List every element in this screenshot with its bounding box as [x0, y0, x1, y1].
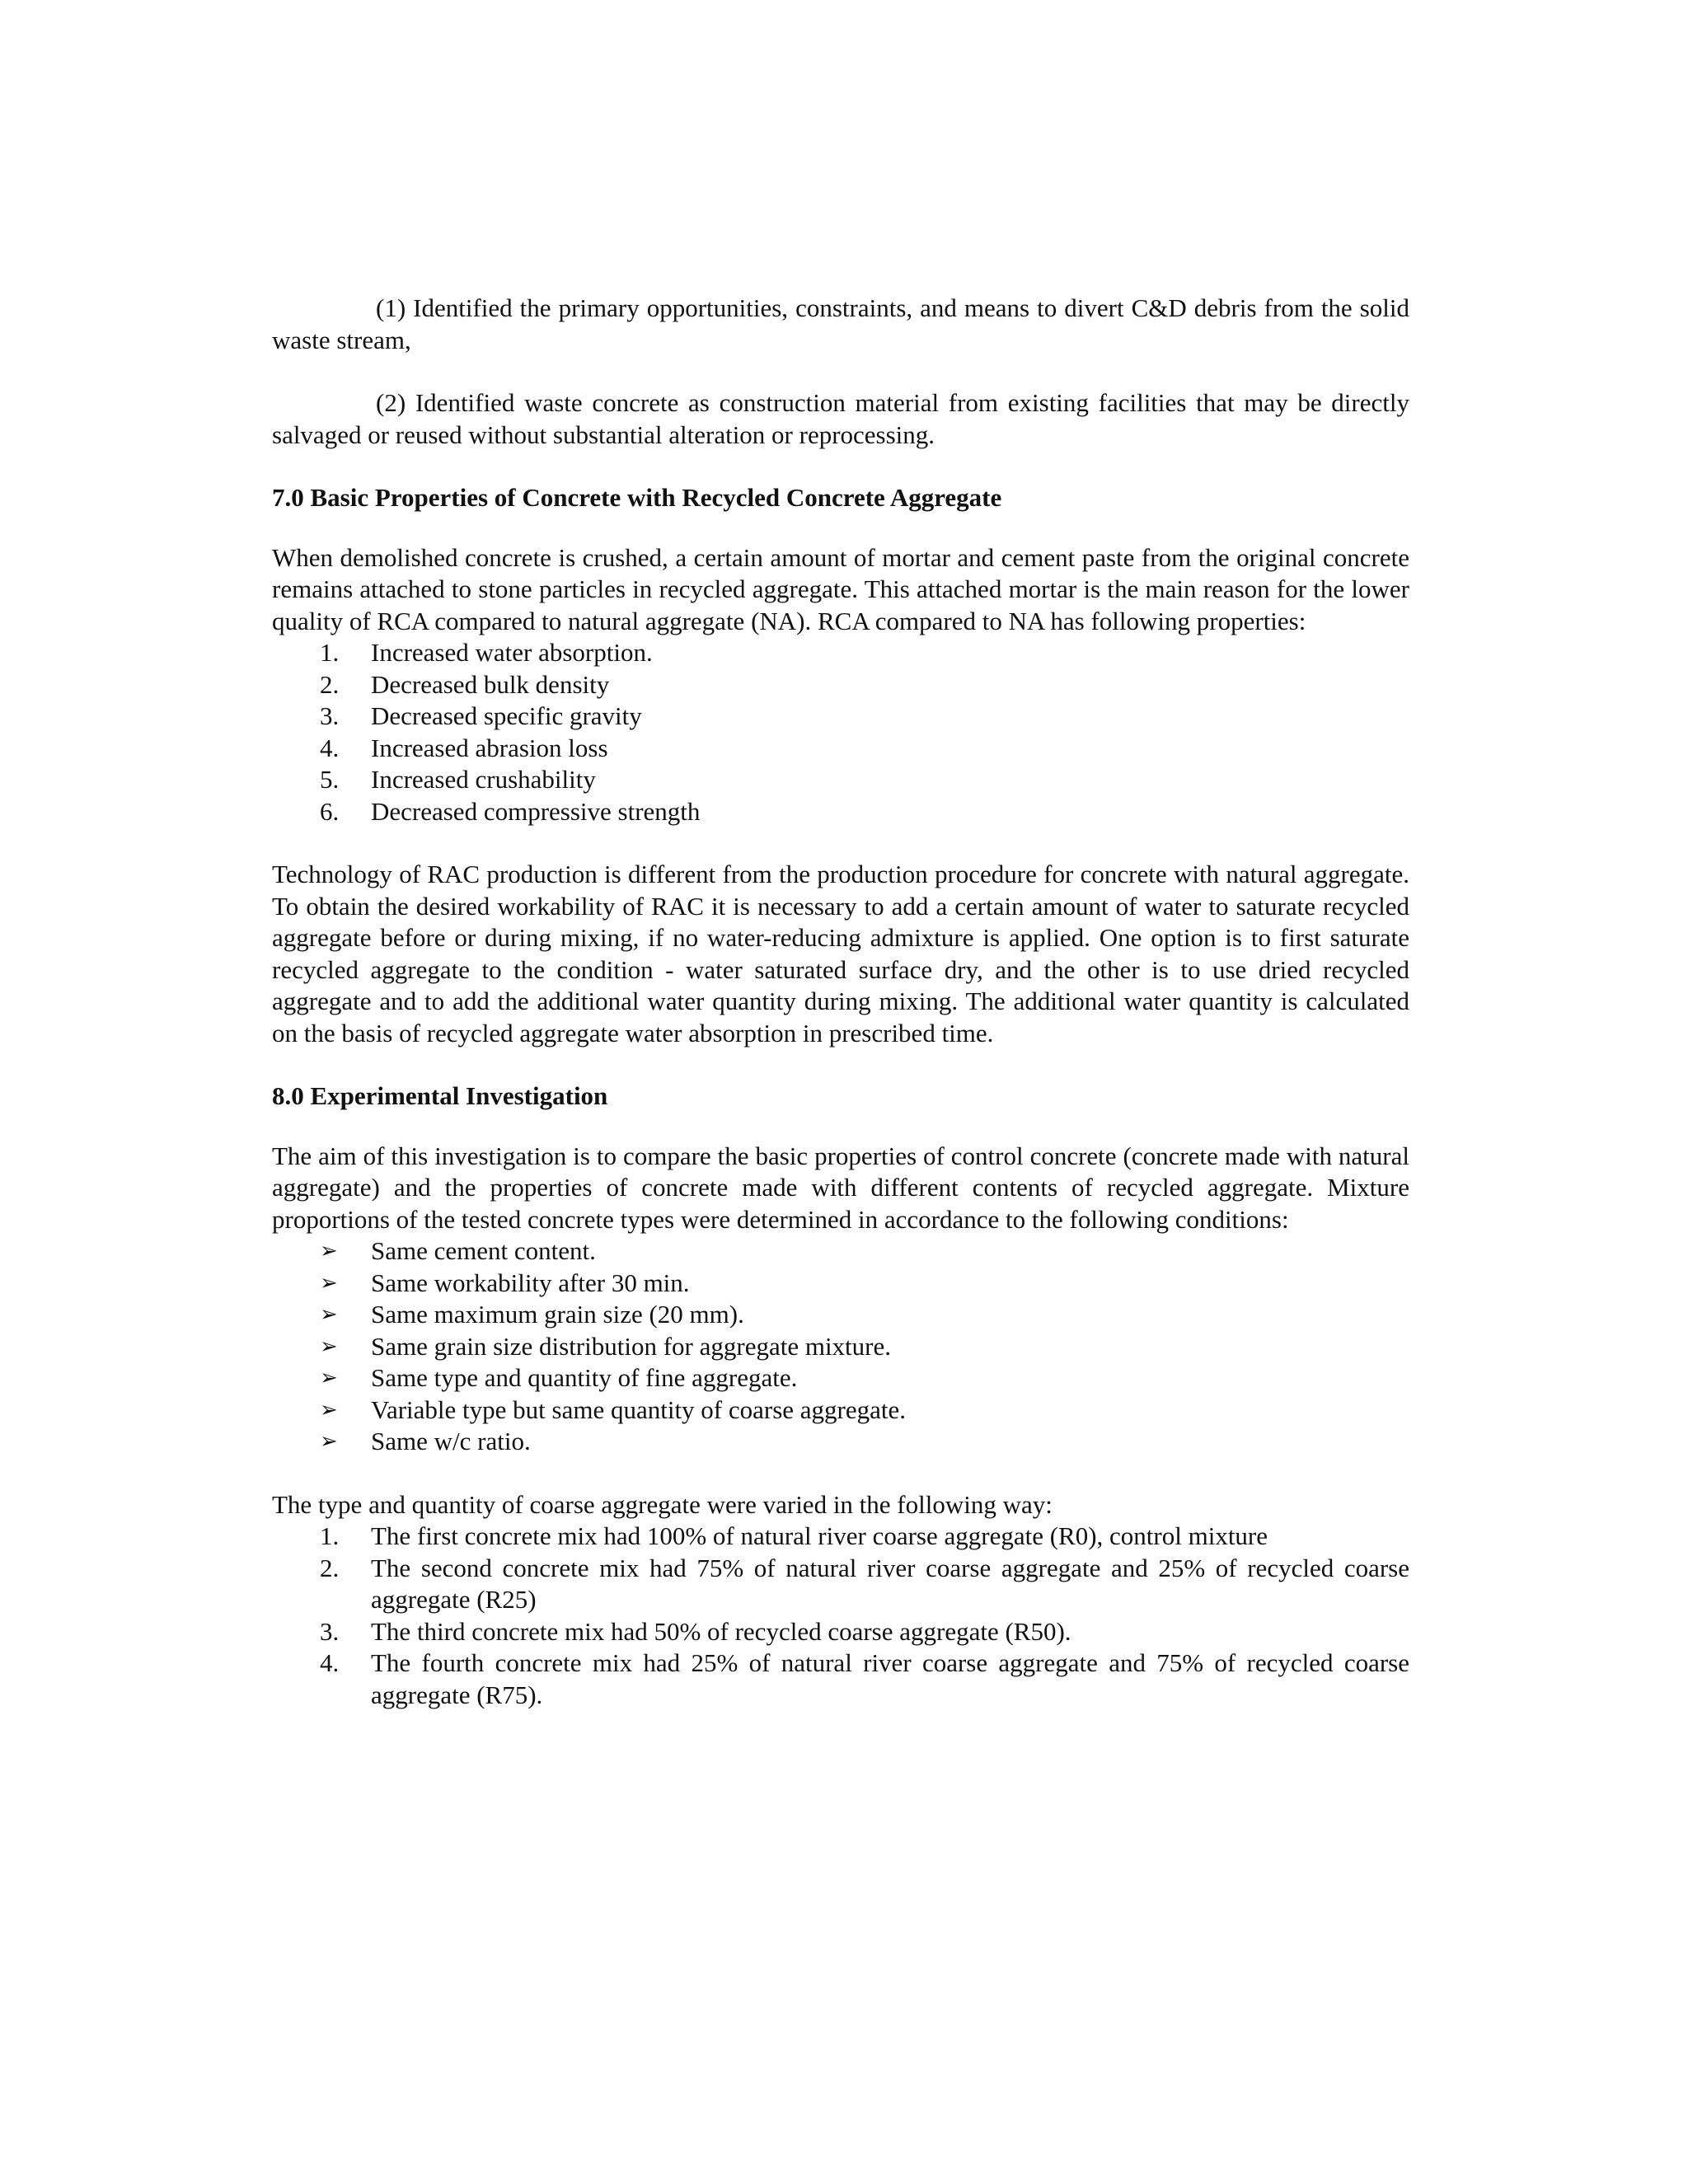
arrow-bullet-icon: ➢ [320, 1397, 338, 1422]
list-number: 1. [320, 1521, 340, 1550]
list-item [272, 1268, 1409, 1300]
page-content [272, 293, 1409, 1711]
section-8-paragraph-2: The type and quantity of coarse aggregate were varied in the following way: [272, 1489, 1053, 1519]
list-item-text: Increased crushability [371, 765, 596, 794]
arrow-bullet-icon: ➢ [320, 1366, 338, 1390]
intro-item-1: (1) Identified the primary opportunities, constraints, and means to divert C&D debris from the solid waste stream, [272, 293, 1409, 354]
list-item-text: The fourth concrete mix had 25% of natural river coarse aggregate and 75% of recycled coarse aggregate (R75). [371, 1648, 1409, 1709]
list-item [272, 1394, 1409, 1427]
list-item [272, 1235, 1409, 1268]
list-number: 4. [320, 1648, 340, 1677]
section-8-paragraph-1: The aim of this investigation is to compare the basic properties of control concrete (concrete made with natural aggregate) and the properties of concrete made with different contents of recycled aggregate. Mixture proportions of the tested concrete types were determined in accordance to the following conditions: [272, 1141, 1409, 1234]
arrow-bullet-icon: ➢ [320, 1333, 338, 1359]
arrow-bullet-icon: ➢ [320, 1302, 338, 1327]
list-item [272, 669, 1409, 701]
list-item-text: Decreased bulk density [371, 669, 610, 699]
list-item [272, 1616, 1409, 1648]
list-item-text: Decreased specific gravity [371, 701, 642, 730]
list-item [272, 796, 1409, 828]
list-item-text: Variable type but same quantity of coarse aggregate. [371, 1394, 907, 1424]
list-item-text: Increased abrasion loss [371, 733, 608, 762]
section-7-paragraph-2: Technology of RAC production is different from the production procedure for concrete with natural aggregate. To obtain the desired workability of RAC it is necessary to add a certain amount of water to saturate recycled aggregate before or during mixing, if no water-reducing admixture is applied. One option is to first saturate recycled aggregate to the condition - water saturated surface dry, and the other is to use dried recycled aggregate and to add the additional water quantity during mixing. The additional water quantity is calculated on the basis of recycled aggregate water absorption in prescribed time. [272, 860, 1409, 1047]
list-item [272, 1362, 1409, 1394]
list-number: 2. [320, 669, 340, 699]
list-number: 5. [320, 765, 340, 794]
list-item [272, 1331, 1409, 1363]
list-item-text: Same w/c ratio. [371, 1427, 531, 1455]
section-8-heading: 8.0 Experimental Investigation [272, 1081, 608, 1110]
arrow-bullet-icon: ➢ [320, 1270, 338, 1296]
list-item-text: The third concrete mix had 50% of recycled coarse aggregate (R50). [371, 1616, 1071, 1646]
list-item [272, 1521, 1409, 1553]
list-item-text: The first concrete mix had 100% of natural river coarse aggregate (R0), control mixture [371, 1521, 1268, 1550]
list-number: 3. [320, 1616, 340, 1646]
list-item [272, 637, 1409, 669]
list-number: 6. [320, 796, 340, 826]
list-number: 1. [320, 638, 340, 667]
list-item [272, 701, 1409, 733]
list-item [272, 1426, 1409, 1458]
list-item [272, 1647, 1409, 1711]
list-item-text: Decreased compressive strength [371, 796, 701, 826]
section-7-paragraph-1: When demolished concrete is crushed, a certain amount of mortar and cement paste from the original concrete remains attached to stone particles in recycled aggregate. This attached mortar is the main reason for the lower quality of RCA compared to natural aggregate (NA). RCA compared to NA has following properties: [272, 542, 1409, 635]
list-item [272, 1299, 1409, 1331]
list-item-text: Same workability after 30 min. [371, 1268, 690, 1297]
mixes-list [272, 1521, 1409, 1711]
list-item-text: Same cement content. [371, 1236, 596, 1265]
list-item-text: The second concrete mix had 75% of natural river coarse aggregate and 25% of recycled coarse aggregate (R25) [371, 1553, 1409, 1614]
list-item-text: Same maximum grain size (20 mm). [371, 1300, 744, 1329]
list-number: 4. [320, 733, 340, 762]
arrow-bullet-icon: ➢ [320, 1239, 338, 1263]
list-number: 2. [320, 1553, 340, 1582]
list-item [272, 764, 1409, 796]
list-item [272, 1553, 1409, 1616]
list-item [272, 733, 1409, 765]
properties-list [272, 637, 1409, 827]
section-7-heading: 7.0 Basic Properties of Concrete with Recycled Concrete Aggregate [272, 483, 1002, 512]
conditions-list [272, 1235, 1409, 1458]
list-item-text: Same grain size distribution for aggregate mixture. [371, 1331, 892, 1361]
list-number: 3. [320, 701, 340, 730]
list-item-text: Increased water absorption. [371, 638, 653, 667]
arrow-bullet-icon: ➢ [320, 1429, 338, 1454]
intro-item-2: (2) Identified waste concrete as construction material from existing facilities that may be directly salvaged or reused without substantial alteration or reprocessing. [272, 388, 1409, 449]
list-item-text: Same type and quantity of fine aggregate. [371, 1363, 798, 1392]
